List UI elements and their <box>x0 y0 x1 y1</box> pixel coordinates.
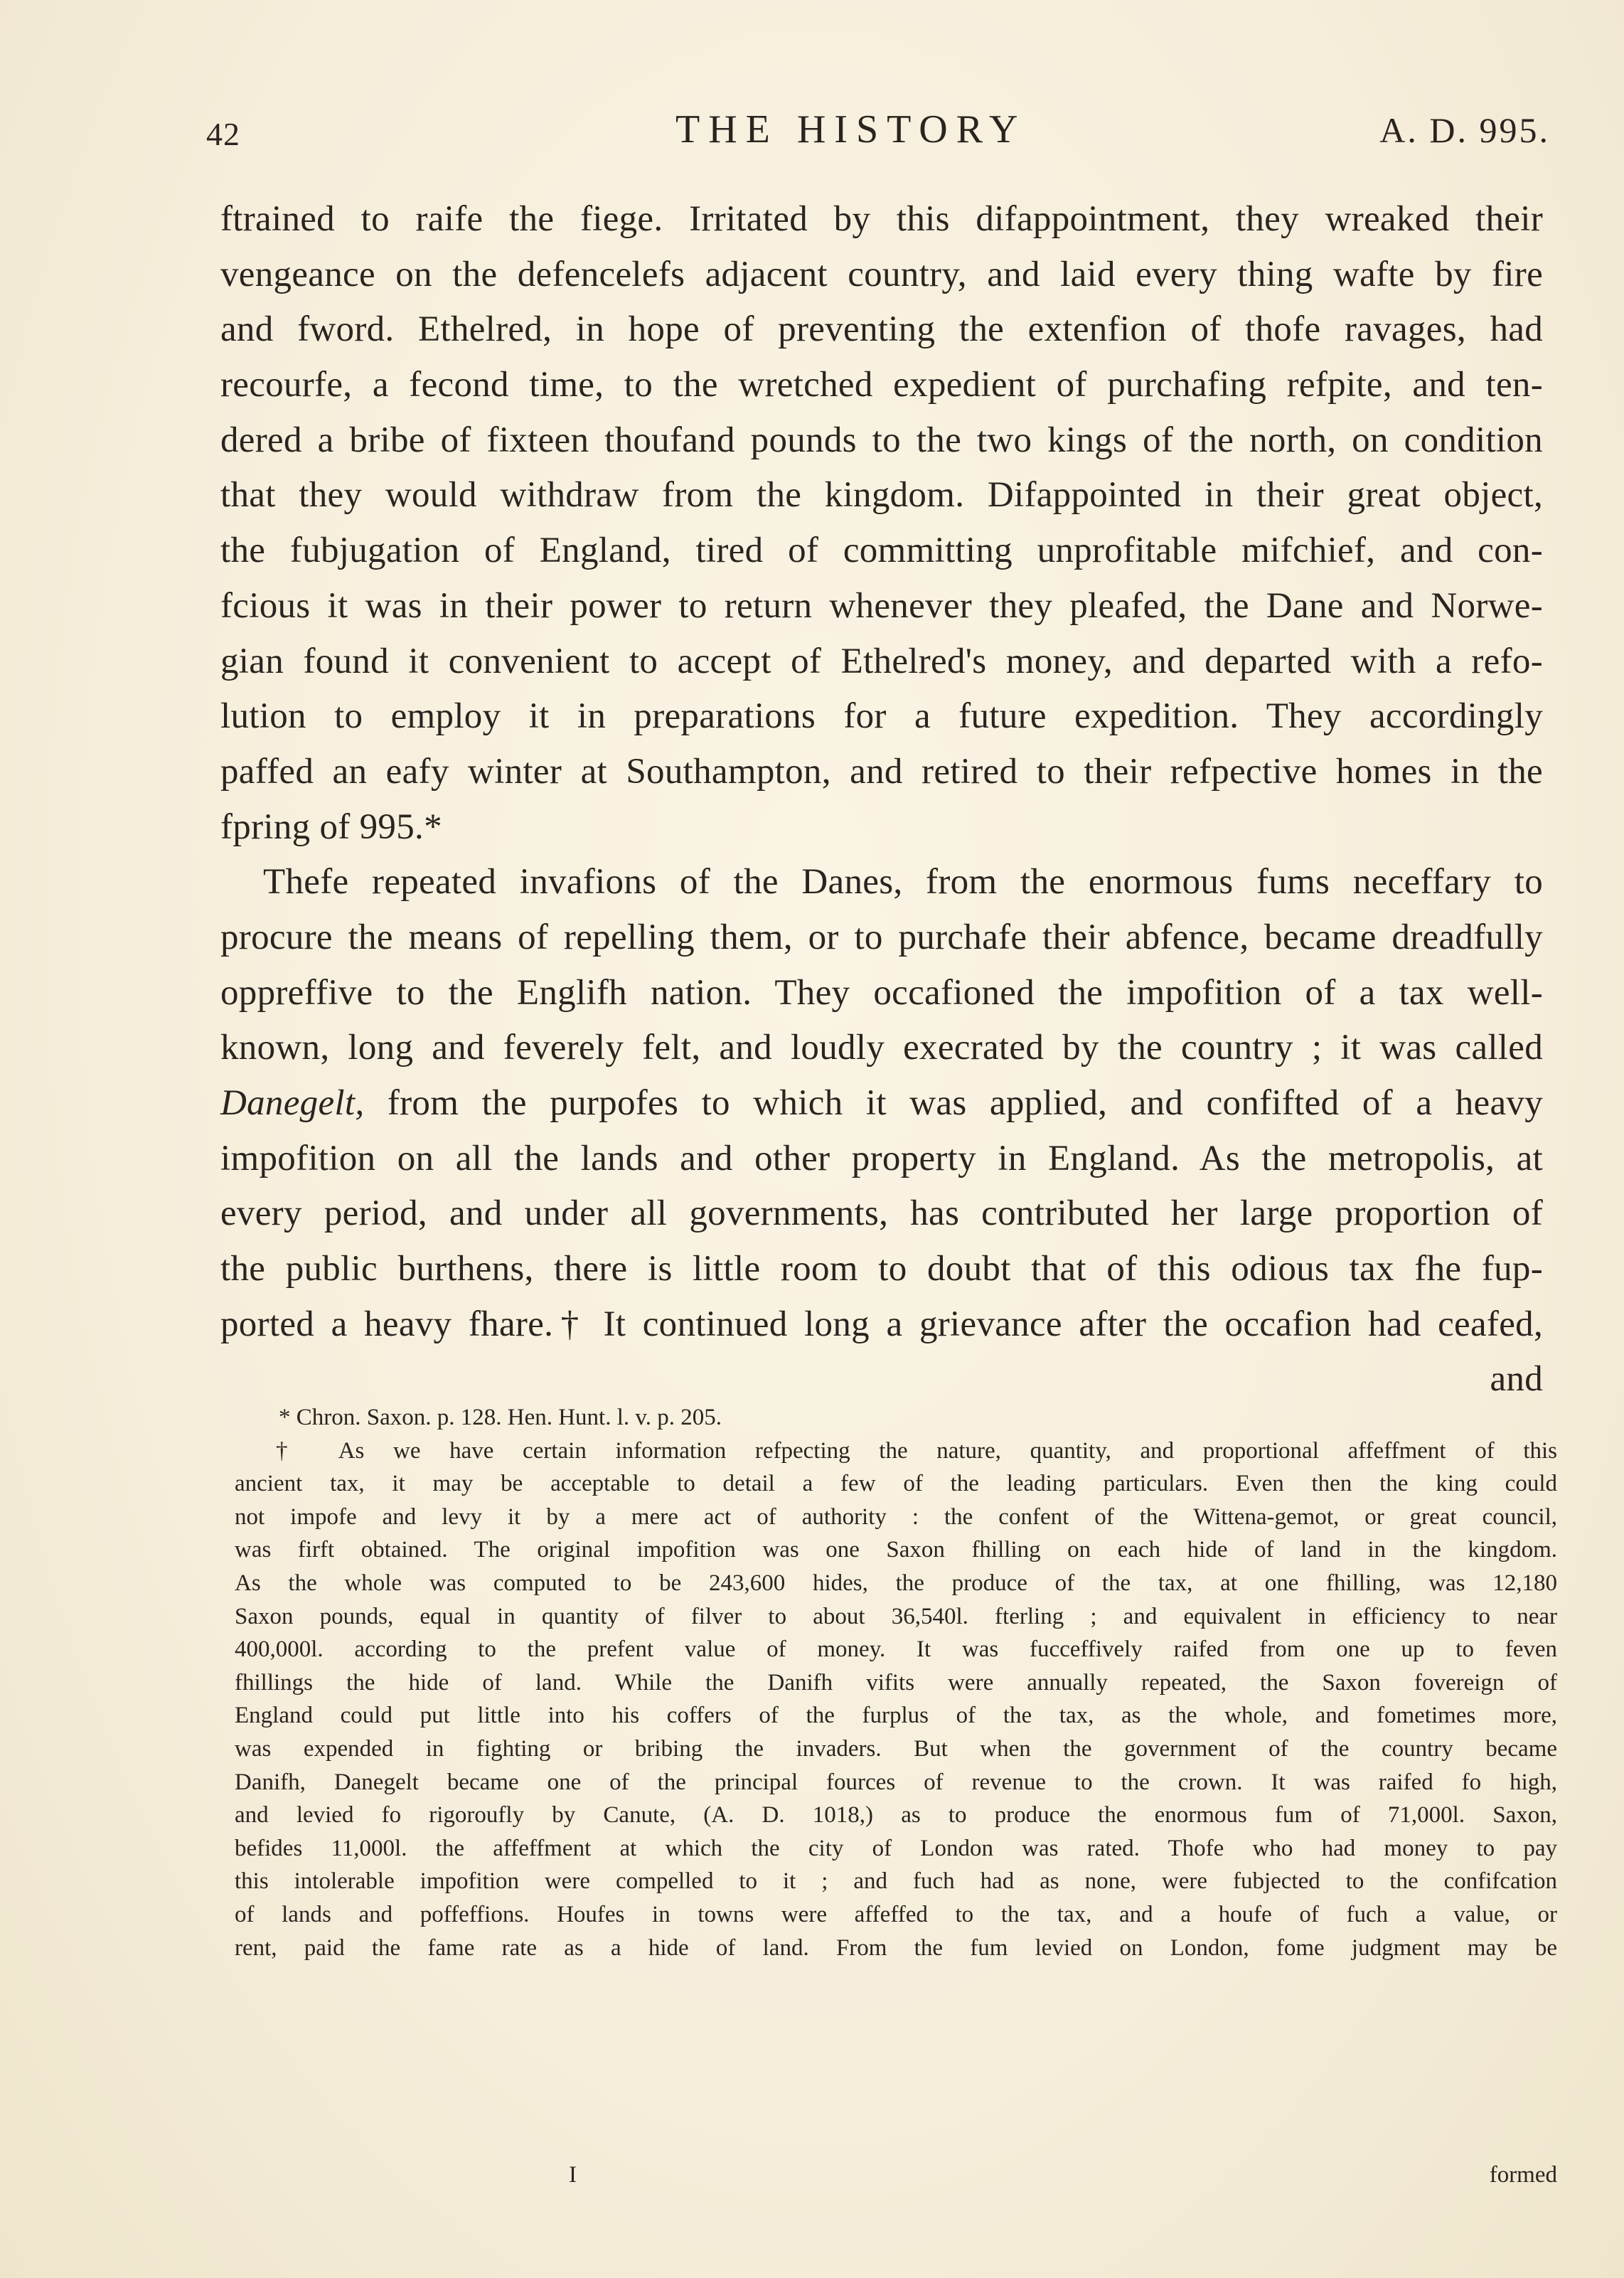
footnote-line: was firft obtained. The original impofition was one Saxon fhilling on each hide of land in the kingdom. <box>235 1537 1557 1563</box>
footnote-line: this intolerable impofition were compelled to it ; and fuch had as none, were fubjected to the confifcation <box>235 1868 1557 1895</box>
text-line: lution to employ it in preparations for a future expedition. They accordingly <box>220 696 1543 737</box>
running-title: THE HISTORY <box>675 107 1027 151</box>
footnote-line: befides 11,000l. the affeffment at which the city of London was rated. Thofe who had money to pay <box>235 1835 1557 1861</box>
footnote-line: * Chron. Saxon. p. 128. Hen. Hunt. l. v. p. 205. <box>279 1405 722 1430</box>
text-line: the public burthens, there is little room to doubt that of this odious tax fhe fup- <box>220 1249 1543 1289</box>
text-line: recourfe, a fecond time, to the wretched expedient of purchafing refpite, and ten- <box>220 365 1543 405</box>
text-line: fcious it was in their power to return whenever they pleafed, the Dane and Norwe- <box>220 585 1543 626</box>
footnote-line: 400,000l. according to the prefent value of money. It was fucceffively raifed from one up to feven <box>235 1636 1557 1663</box>
footnote-line: Saxon pounds, equal in quantity of filver to about 36,540l. fterling ; and equivalent in efficiency to near <box>235 1603 1557 1629</box>
text-line: every period, and under all governments, has contributed her large proportion of <box>220 1193 1543 1234</box>
text-line: ftrained to raife the fiege. Irritated by this difappointment, they wreaked their <box>220 199 1543 239</box>
text-line: gian found it convenient to accept of Ethelred's money, and departed with a refo- <box>220 641 1543 681</box>
page-footer <box>235 2162 1557 2195</box>
catchword: formed <box>1489 2162 1557 2188</box>
footnote-line: of lands and poffeffions. Houfes in towns were affeffed to the tax, and a houfe of fuch a value, or <box>235 1901 1557 1927</box>
body-text <box>220 192 1543 1407</box>
footnote-line: rent, paid the fame rate as a hide of land. From the fum levied on London, fome judgment may be <box>235 1934 1557 1961</box>
text-line: known, long and feverely felt, and loudly execrated by the country ; it was called <box>220 1028 1543 1068</box>
text-line-with-italic <box>220 1076 1543 1132</box>
footnote-line: was expended in fighting or bribing the invaders. But when the government of the country became <box>235 1735 1557 1762</box>
signature-mark: I <box>569 2162 577 2188</box>
text-line: vengeance on the defencelefs adjacent country, and laid every thing wafte by fire <box>220 254 1543 294</box>
text-line: ported a heavy fhare.† It continued long a grievance after the occafion had ceafed, <box>220 1304 1543 1344</box>
italic-term: Danegelt, <box>220 1083 365 1123</box>
text-line: dered a bribe of fixteen thoufand pounds to the two kings of the north, on condition <box>220 420 1543 460</box>
footnote-line: and levied fo rigoroufly by Canute, (A. D. 1018,) as to produce the enormous fum of 71,000l. Saxon, <box>235 1802 1557 1829</box>
paragraph-start-line: Thefe repeated invafions of the Danes, from the enormous fums neceffary to <box>263 862 1543 903</box>
text-line: impofition on all the lands and other property in England. As the metropolis, at <box>220 1138 1543 1178</box>
text-line: procure the means of repelling them, or to purchafe their abfence, became dreadfully <box>220 917 1543 957</box>
footnotes <box>235 1401 1557 1964</box>
text-line: and fword. Ethelred, in hope of preventing the extenfion of thofe ravages, had <box>220 309 1543 350</box>
text-line: paffed an eafy winter at Southampton, and retired to their refpective homes in the <box>220 751 1543 792</box>
text-line: and <box>1490 1359 1543 1400</box>
footnote-line: Danifh, Danegelt became one of the principal fources of revenue to the crown. It was raifed fo high, <box>235 1769 1557 1795</box>
footnote-line: † As we have certain information refpecting the nature, quantity, and proportional affeffment of this <box>276 1437 1557 1464</box>
text-line: the fubjugation of England, tired of committing unprofitable mifchief, and con- <box>220 531 1543 571</box>
footnote-line: ancient tax, it may be acceptable to detail a few of the leading particulars. Even then the king could <box>235 1471 1557 1497</box>
text-line: that they would withdraw from the kingdom. Difappointed in their great object, <box>220 475 1543 516</box>
footnote-line: England could put little into his coffers of the furplus of the tax, as the whole, and fometimes more, <box>235 1703 1557 1729</box>
page-date: A. D. 995. <box>1379 110 1550 150</box>
page-number: 42 <box>206 116 240 152</box>
page-header <box>206 107 1550 164</box>
text-line-rest: from the purpofes to which it was applied, and confifted of a heavy <box>387 1083 1543 1123</box>
text-line: oppreffive to the Englifh nation. They occafioned the impofition of a tax well- <box>220 972 1543 1013</box>
text-line: fpring of 995.* <box>220 807 442 847</box>
footnote-line: As the whole was computed to be 243,600 hides, the produce of the tax, at one fhilling, was 12,180 <box>235 1570 1557 1596</box>
footnote-line: not impofe and levy it by a mere act of authority : the confent of the Wittena-gemot, or great council, <box>235 1503 1557 1530</box>
footnote-line: fhillings the hide of land. While the Danifh vifits were annually repeated, the Saxon fovereign of <box>235 1669 1557 1696</box>
